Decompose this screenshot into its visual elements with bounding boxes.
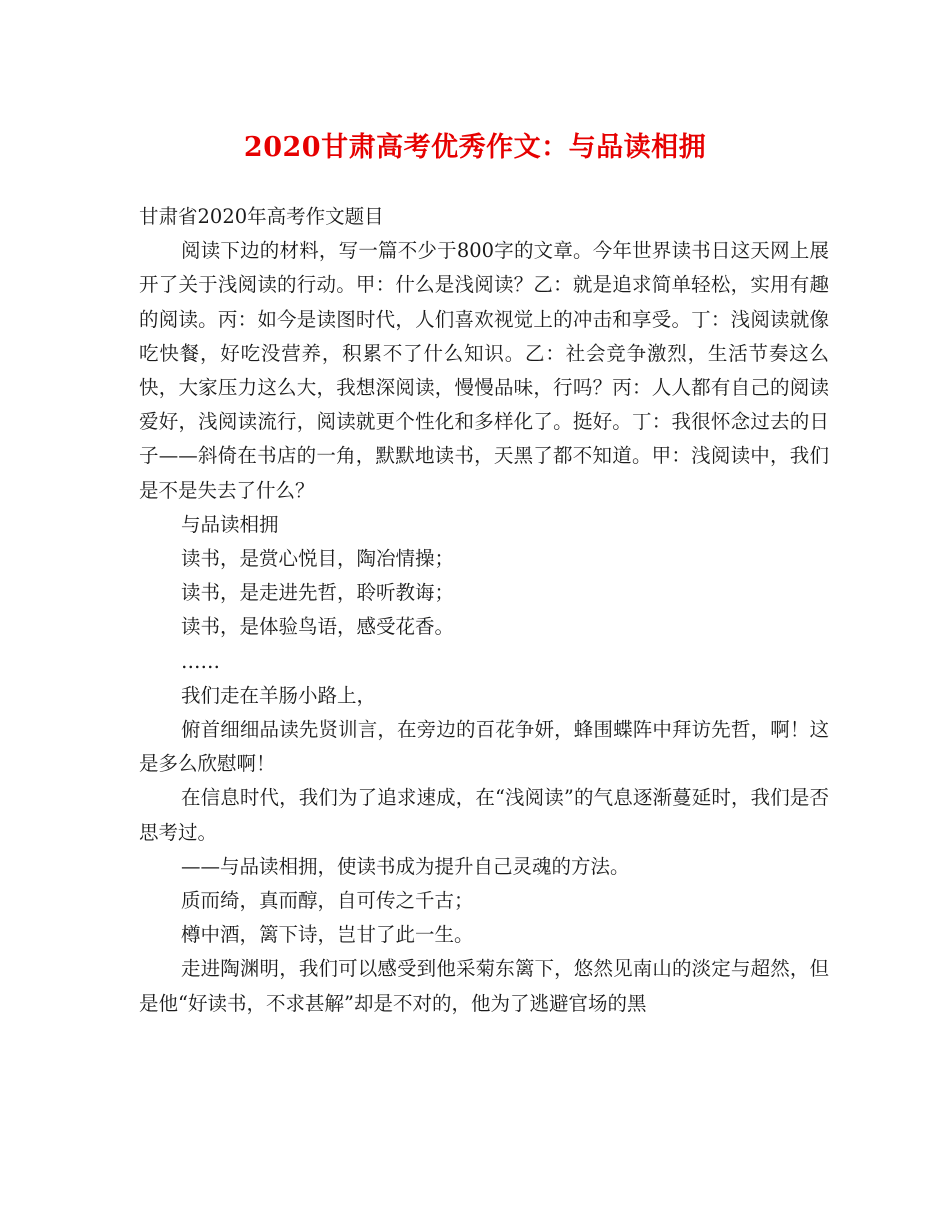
prompt-paragraph: 阅读下边的材料，写一篇不少于800字的文章。今年世界读书日这天网上展开了关于浅阅读的行动。甲：什么是浅阅读？乙：就是追求简单轻松，实用有趣的阅读。丙：如今是读图时代，人们喜欢视觉上的冲击和享受。丁：浅阅读就像吃快餐，好吃没营养，积累不了什么知识。乙：社会竞争激烈，生活节奏这么快，大家压力这么大，我想深阅读，慢慢品味，行吗？丙：人人都有自己的阅读爱好，浅阅读流行，阅读就更个性化和多样化了。挺好。丁：我很怀念过去的日子——斜倚在书店的一角，默默地读书，天黑了都不知道。甲：浅阅读中，我们是不是失去了什么？	[139, 239, 829, 502]
essay-paragraph: 我们走在羊肠小路上，	[181, 683, 377, 707]
exam-heading: 甘肃省2020年高考作文题目	[139, 205, 384, 228]
essay-paragraph: 读书，是赏心悦目，陶冶情操；	[181, 547, 455, 571]
essay-paragraph: 走进陶渊明，我们可以感受到他采菊东篱下，悠然见南山的淡定与超然，但是他“好读书，不求甚解”却是不对的，他为了逃避官场的黑	[139, 957, 829, 1015]
essay-paragraph: 俯首细细品读先贤训言，在旁边的百花争妍，蜂围蝶阵中拜访先哲，啊！这是多么欣慰啊！	[139, 718, 829, 776]
essay-paragraph: ——与品读相拥，使读书成为提升自己灵魂的方法。	[181, 854, 630, 878]
essay-paragraph: 质而绮，真而醇，自可传之千古；	[181, 889, 474, 913]
essay-paragraph: 在信息时代，我们为了追求速成，在“浅阅读”的气息逐渐蔓延时，我们是否思考过。	[139, 786, 829, 844]
ellipsis-line: ……	[181, 649, 220, 673]
essay-paragraph: 读书，是走进先哲，聆听教诲；	[181, 581, 455, 605]
page-title: 2020甘肃高考优秀作文：与品读相拥	[243, 132, 707, 163]
essay-paragraph: 樽中酒，篱下诗，岂甘了此一生。	[181, 923, 474, 947]
document-body	[139, 200, 829, 1021]
essay-title: 与品读相拥	[181, 512, 279, 536]
essay-paragraph: 读书，是体验鸟语，感受花香。	[181, 615, 455, 639]
